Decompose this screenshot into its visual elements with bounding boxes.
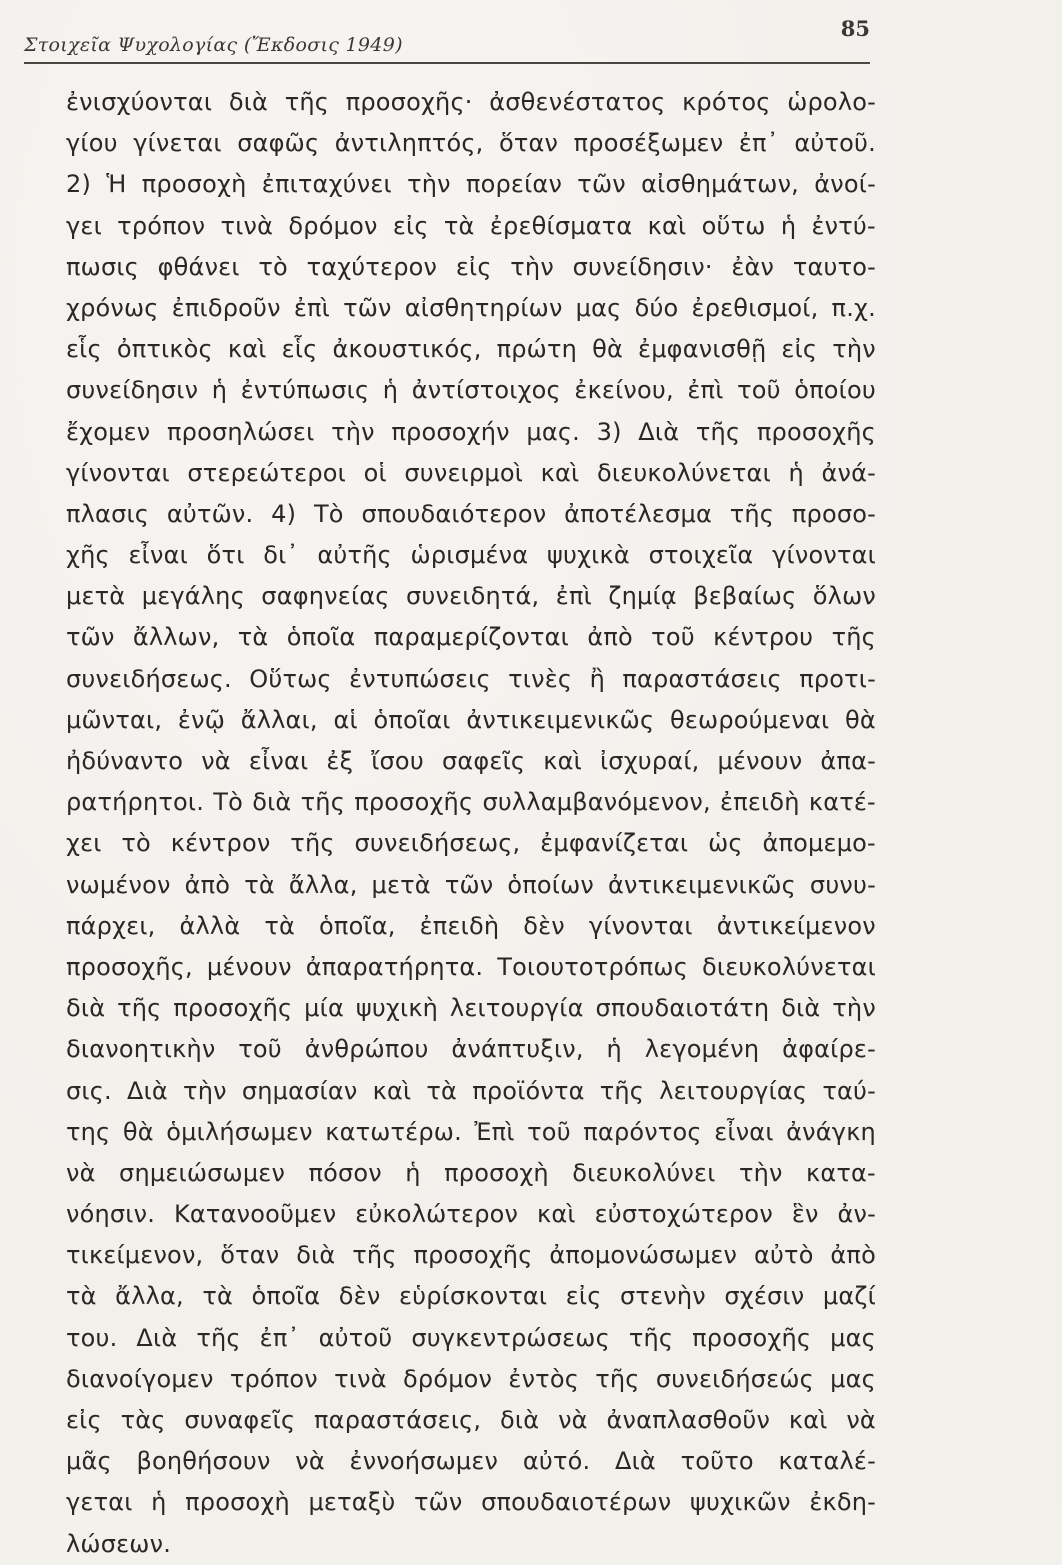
text-line: νόησιν. Κατανοοῦμεν εὐκολώτερον καὶ εὐστοχώτερον ἓν ἀν- bbox=[66, 1200, 876, 1229]
text-line: νὰ σημειώσωμεν πόσον ἡ προσοχὴ διευκολύνει τὴν κατα- bbox=[66, 1158, 876, 1187]
text-line: συνειδήσεως. Οὕτως ἐντυπώσεις τινὲς ἢ παραστάσεις προτι- bbox=[66, 664, 876, 693]
text-line: ἔχομεν προσηλώσει τὴν προσοχήν μας. 3) Διὰ τῆς προσοχῆς bbox=[66, 417, 876, 446]
text-line-last: λώσεων. bbox=[66, 1529, 172, 1558]
text-line: ρατήρητοι. Τὸ διὰ τῆς προσοχῆς συλλαμβανόμενον, ἐπειδὴ κατέ- bbox=[66, 788, 876, 817]
text-line: μῶνται, ἐνῷ ἄλλαι, αἱ ὁποῖαι ἀντικειμενικῶς θεωρούμεναι θὰ bbox=[66, 705, 876, 734]
text-line: τῶν ἄλλων, τὰ ὁποῖα παραμερίζονται ἀπὸ τοῦ κέντρου τῆς bbox=[66, 623, 876, 652]
text-line: χῆς εἶναι ὅτι δι᾿ αὐτῆς ὡρισμένα ψυχικὰ στοιχεῖα γίνονται bbox=[66, 541, 876, 570]
text-line: ἠδύναντο νὰ εἶναι ἐξ ἴσου σαφεῖς καὶ ἰσχυραί, μένουν ἀπα- bbox=[66, 747, 876, 775]
text-line: χει τὸ κέντρον τῆς συνειδήσεως, ἐμφανίζεται ὡς ἀπομεμο- bbox=[66, 829, 876, 858]
text-line: της θὰ ὁμιλήσωμεν κατωτέρω. Ἐπὶ τοῦ παρόντος εἶναι ἀνάγκη bbox=[66, 1117, 876, 1146]
text-line: διανοίγομεν τρόπον τινὰ δρόμον ἐντὸς τῆς συνειδήσεώς μας bbox=[66, 1364, 876, 1393]
text-line: τικείμενον, ὅταν διὰ τῆς προσοχῆς ἀπομονώσωμεν αὐτὸ ἀπὸ bbox=[66, 1241, 876, 1270]
page-header bbox=[24, 14, 870, 66]
text-line: διανοητικὴν τοῦ ἀνθρώπου ἀνάπτυξιν, ἡ λεγομένη ἀφαίρε- bbox=[66, 1035, 876, 1064]
text-line: συνείδησιν ἡ ἐντύπωσις ἡ ἀντίστοιχος ἐκείνου, ἐπὶ τοῦ ὁποίου bbox=[66, 376, 876, 405]
text-line: γίνονται στερεώτεροι οἱ συνειρμοὶ καὶ διευκολύνεται ἡ ἀνά- bbox=[66, 458, 876, 487]
running-title: Στοιχεῖα Ψυχολογίας (Ἔκδοσις 1949) bbox=[24, 34, 403, 56]
text-line: μετὰ μεγάλης σαφηνείας συνειδητά, ἐπὶ ζημίᾳ βεβαίως ὅλων bbox=[66, 582, 876, 611]
text-line: πλασις αὐτῶν. 4) Τὸ σπουδαιότερον ἀποτέλεσμα τῆς προσο- bbox=[66, 499, 876, 528]
text-line: εἰς τὰς συναφεῖς παραστάσεις, διὰ νὰ ἀναπλασθοῦν καὶ νὰ bbox=[66, 1406, 876, 1434]
text-line: τὰ ἄλλα, τὰ ὁποῖα δὲν εὑρίσκονται εἰς στενὴν σχέσιν μαζί bbox=[66, 1282, 876, 1311]
header-rule bbox=[24, 62, 870, 64]
text-line: ἐνισχύονται διὰ τῆς προσοχῆς· ἀσθενέστατος κρότος ὡρολο- bbox=[66, 88, 876, 116]
text-line: νωμένον ἀπὸ τὰ ἄλλα, μετὰ τῶν ὁποίων ἀντικειμενικῶς συνυ- bbox=[66, 870, 876, 899]
page-number: 85 bbox=[840, 16, 870, 41]
text-line: προσοχῆς, μένουν ἀπαρατήρητα. Τοιουτοτρόπως διευκολύνεται bbox=[66, 952, 876, 981]
text-line: χρόνως ἐπιδροῦν ἐπὶ τῶν αἰσθητηρίων μας δύο ἐρεθισμοί, π.χ. bbox=[66, 293, 876, 322]
text-line: μᾶς βοηθήσουν νὰ ἐννοήσωμεν αὐτό. Διὰ τοῦτο καταλέ- bbox=[66, 1447, 876, 1476]
text-line: του. Διὰ τῆς ἐπ᾿ αὐτοῦ συγκεντρώσεως τῆς προσοχῆς μας bbox=[66, 1323, 876, 1352]
text-line: διὰ τῆς προσοχῆς μία ψυχικὴ λειτουργία σπουδαιοτάτη διὰ τὴν bbox=[66, 994, 876, 1023]
text-line: γίου γίνεται σαφῶς ἀντιληπτός, ὅταν προσέξωμεν ἐπ᾿ αὐτοῦ. bbox=[66, 129, 876, 158]
text-line: γεται ἡ προσοχὴ μεταξὺ τῶν σπουδαιοτέρων ψυχικῶν ἐκδη- bbox=[66, 1488, 876, 1517]
body-text bbox=[66, 82, 876, 1565]
text-line: εἷς ὀπτικὸς καὶ εἷς ἀκουστικός, πρώτη θὰ ἐμφανισθῇ εἰς τὴν bbox=[66, 335, 876, 364]
text-line: πάρχει, ἀλλὰ τὰ ὁποῖα, ἐπειδὴ δὲν γίνονται ἀντικείμενον bbox=[66, 911, 876, 940]
text-line: πωσις φθάνει τὸ ταχύτερον εἰς τὴν συνείδησιν· ἐὰν ταυτο- bbox=[66, 252, 876, 281]
text-line: γει τρόπον τινὰ δρόμον εἰς τὰ ἐρεθίσματα καὶ οὕτω ἡ ἐντύ- bbox=[66, 211, 876, 240]
text-line: σις. Διὰ τὴν σημασίαν καὶ τὰ προϊόντα τῆς λειτουργίας ταύ- bbox=[66, 1076, 876, 1105]
text-line: 2) Ἡ προσοχὴ ἐπιταχύνει τὴν πορείαν τῶν αἰσθημάτων, ἀνοί- bbox=[66, 170, 876, 199]
